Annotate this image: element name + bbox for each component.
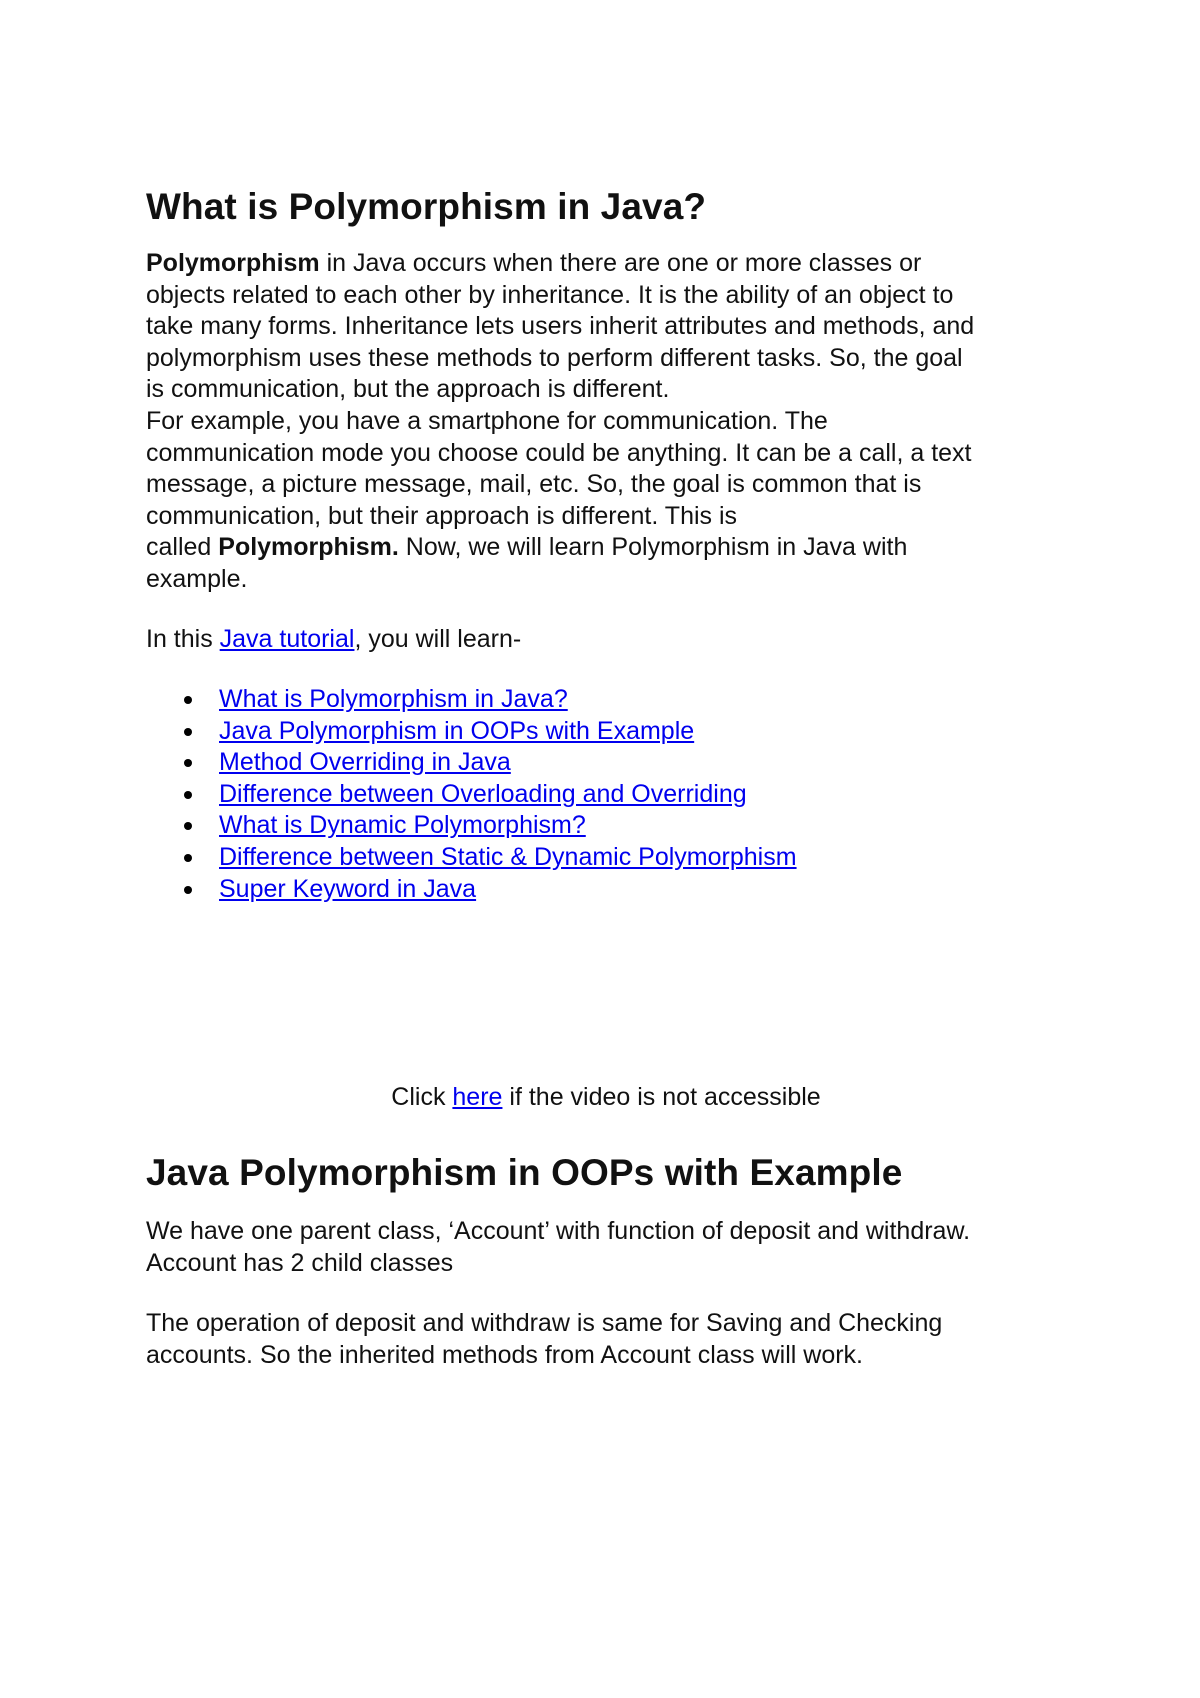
intro-line-3: take many forms. Inheritance lets users inherit attributes and methods, and [146,312,975,341]
account-paragraph [146,1216,1066,1279]
toc-link-what-is-polymorphism[interactable]: What is Polymorphism in Java? [219,685,568,713]
video-note-post: if the video is not accessible [502,1083,821,1111]
bullet-icon [184,759,192,767]
operation-paragraph [146,1308,1066,1371]
toc-item [146,779,797,811]
example-line-5 [146,532,1066,564]
bullet-icon [184,822,192,830]
learn-pre: In this [146,625,220,653]
bullet-icon [184,791,192,799]
toc-item [146,874,797,906]
bullet-icon [184,886,192,894]
toc-item [146,810,797,842]
example-line-5-post: Now, we will learn Polymorphism in Java with [398,533,908,562]
account-line-2: Account has 2 child classes [146,1248,454,1277]
toc-item [146,747,797,779]
intro-line-1 [146,248,1066,280]
bullet-icon [184,696,192,704]
example-line-2: communication mode you choose could be anything. It can be a call, a text [146,438,972,467]
section-heading-oops-example: Java Polymorphism in OOPs with Example [146,1152,903,1193]
toc-link-oops-example[interactable]: Java Polymorphism in OOPs with Example [219,716,695,745]
section-heading-polymorphism: What is Polymorphism in Java? [146,186,707,227]
toc-link-overloading-vs-overriding[interactable]: Difference between Overloading and Overriding [219,779,747,808]
learn-line [146,624,1066,656]
example-paragraph [146,406,1066,596]
table-of-contents [146,684,797,905]
intro-line-1-text: in Java occurs when there are one or more classes or [319,249,922,277]
toc-link-dynamic-polymorphism[interactable]: What is Dynamic Polymorphism? [219,811,586,840]
example-line-1: For example, you have a smartphone for communication. The [146,407,828,435]
toc-item [146,684,797,716]
java-tutorial-link[interactable]: Java tutorial [219,625,355,653]
intro-line-4: polymorphism uses these methods to perform different tasks. So, the goal [146,343,963,372]
operation-line-2: accounts. So the inherited methods from Account class will work. [146,1340,863,1369]
example-line-3: message, a picture message, mail, etc. So, the goal is common that is [146,470,922,499]
learn-intro [146,624,1066,656]
video-here-link[interactable]: here [452,1083,503,1111]
learn-post: , you will learn- [354,625,522,653]
example-line-6: example. [146,564,248,593]
account-line-1: We have one parent class, ‘Account’ with function of deposit and withdraw. [146,1217,971,1245]
toc-link-super-keyword[interactable]: Super Keyword in Java [219,874,477,903]
toc-link-static-vs-dynamic[interactable]: Difference between Static & Dynamic Polymorphism [219,842,797,871]
operation-line-1: The operation of deposit and withdraw is same for Saving and Checking [146,1309,943,1337]
intro-line-5: is communication, but the approach is different. [146,375,670,404]
example-line-5-pre: called [146,533,219,562]
example-line-4: communication, but their approach is different. This is [146,501,738,530]
intro-line-2: objects related to each other by inheritance. It is the ability of an object to [146,280,954,309]
toc-item [146,716,797,748]
bullet-icon [184,854,192,862]
polymorphism-bold-2: Polymorphism. [218,533,399,562]
video-note [146,1082,1066,1114]
polymorphism-bold: Polymorphism [146,249,320,277]
toc-item [146,842,797,874]
intro-paragraph [146,248,1066,406]
video-note-pre: Click [391,1083,453,1111]
bullet-icon [184,728,192,736]
toc-link-method-overriding[interactable]: Method Overriding in Java [219,748,511,777]
